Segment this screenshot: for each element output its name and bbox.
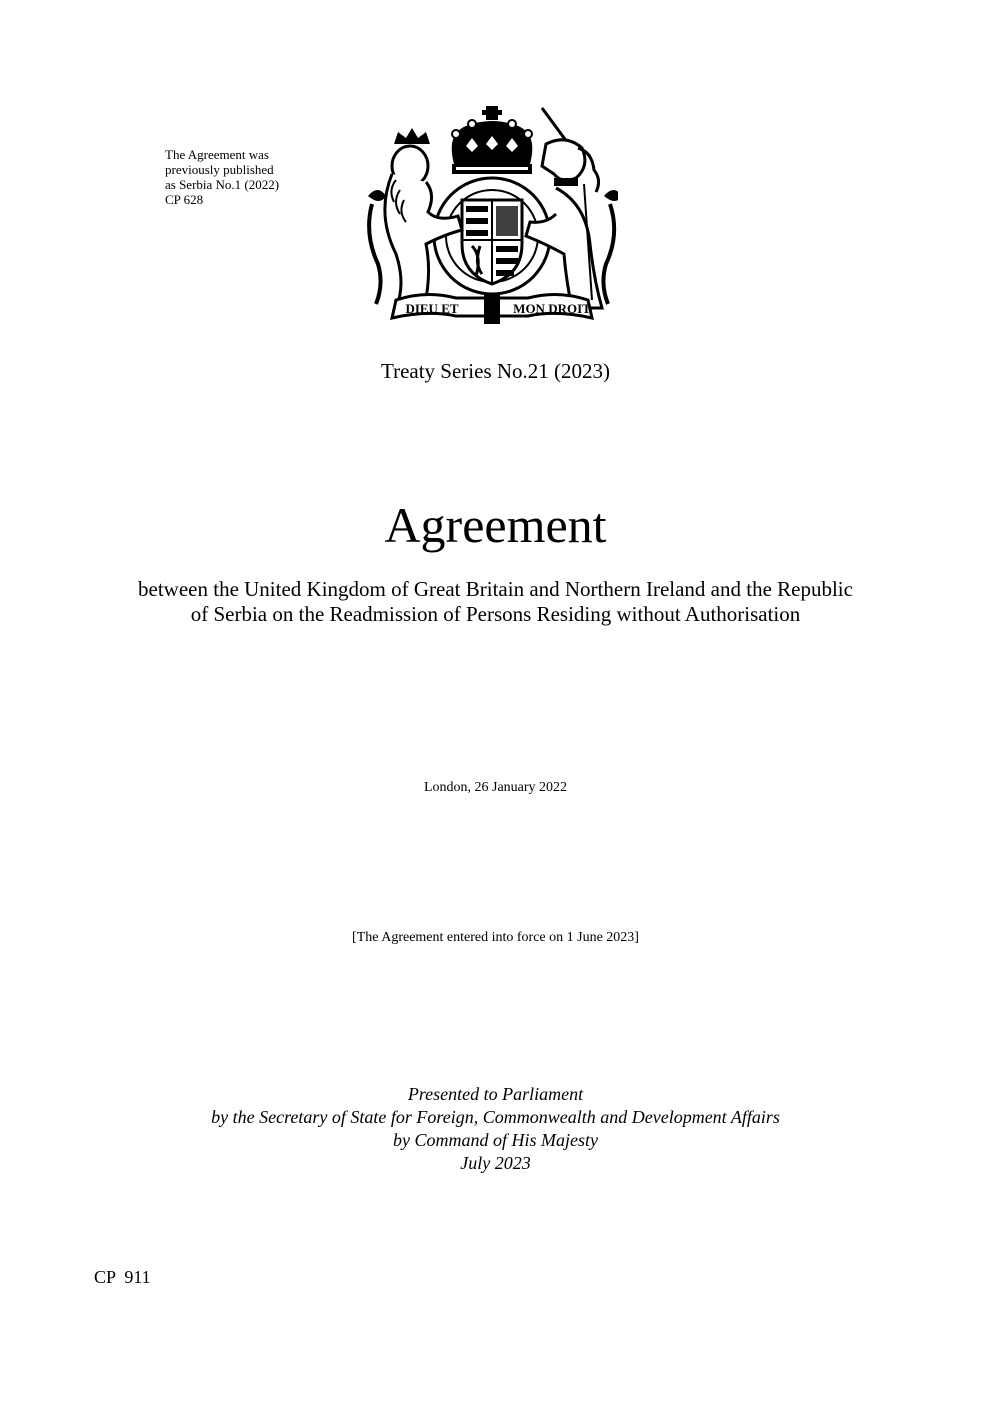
command-paper-number: CP 911 <box>94 1267 151 1287</box>
previous-publication-note <box>165 147 325 207</box>
svg-text:DIEU ET: DIEU ET <box>405 301 459 316</box>
place-and-date: London, 26 January 2022 <box>423 780 568 795</box>
document-title: Agreement <box>384 497 607 553</box>
presentation-line: July 2023 <box>460 1153 531 1173</box>
note-line: CP 628 <box>165 192 204 207</box>
presentation-line: by Command of His Majesty <box>393 1130 598 1150</box>
treaty-series-number: Treaty Series No.21 (2023) <box>380 359 611 383</box>
presentation-line: by the Secretary of State for Foreign, Commonwealth and Development Affairs <box>211 1107 780 1127</box>
note-line: previously published <box>165 162 274 177</box>
svg-text:MON DROIT: MON DROIT <box>513 301 591 316</box>
subtitle-line: of Serbia on the Readmission of Persons Residing without Authorisation <box>190 602 801 626</box>
note-line: The Agreement was <box>165 147 269 162</box>
entry-into-force-note: [The Agreement entered into force on 1 June 2023] <box>352 930 639 945</box>
note-line: as Serbia No.1 (2022) <box>165 177 280 192</box>
presentation-line: Presented to Parliament <box>407 1084 584 1104</box>
presentation-statement <box>0 1083 991 1175</box>
document-subtitle <box>60 577 931 627</box>
royal-coat-of-arms-icon <box>366 104 618 330</box>
subtitle-line: between the United Kingdom of Great Britain and Northern Ireland and the Republic <box>138 577 853 601</box>
